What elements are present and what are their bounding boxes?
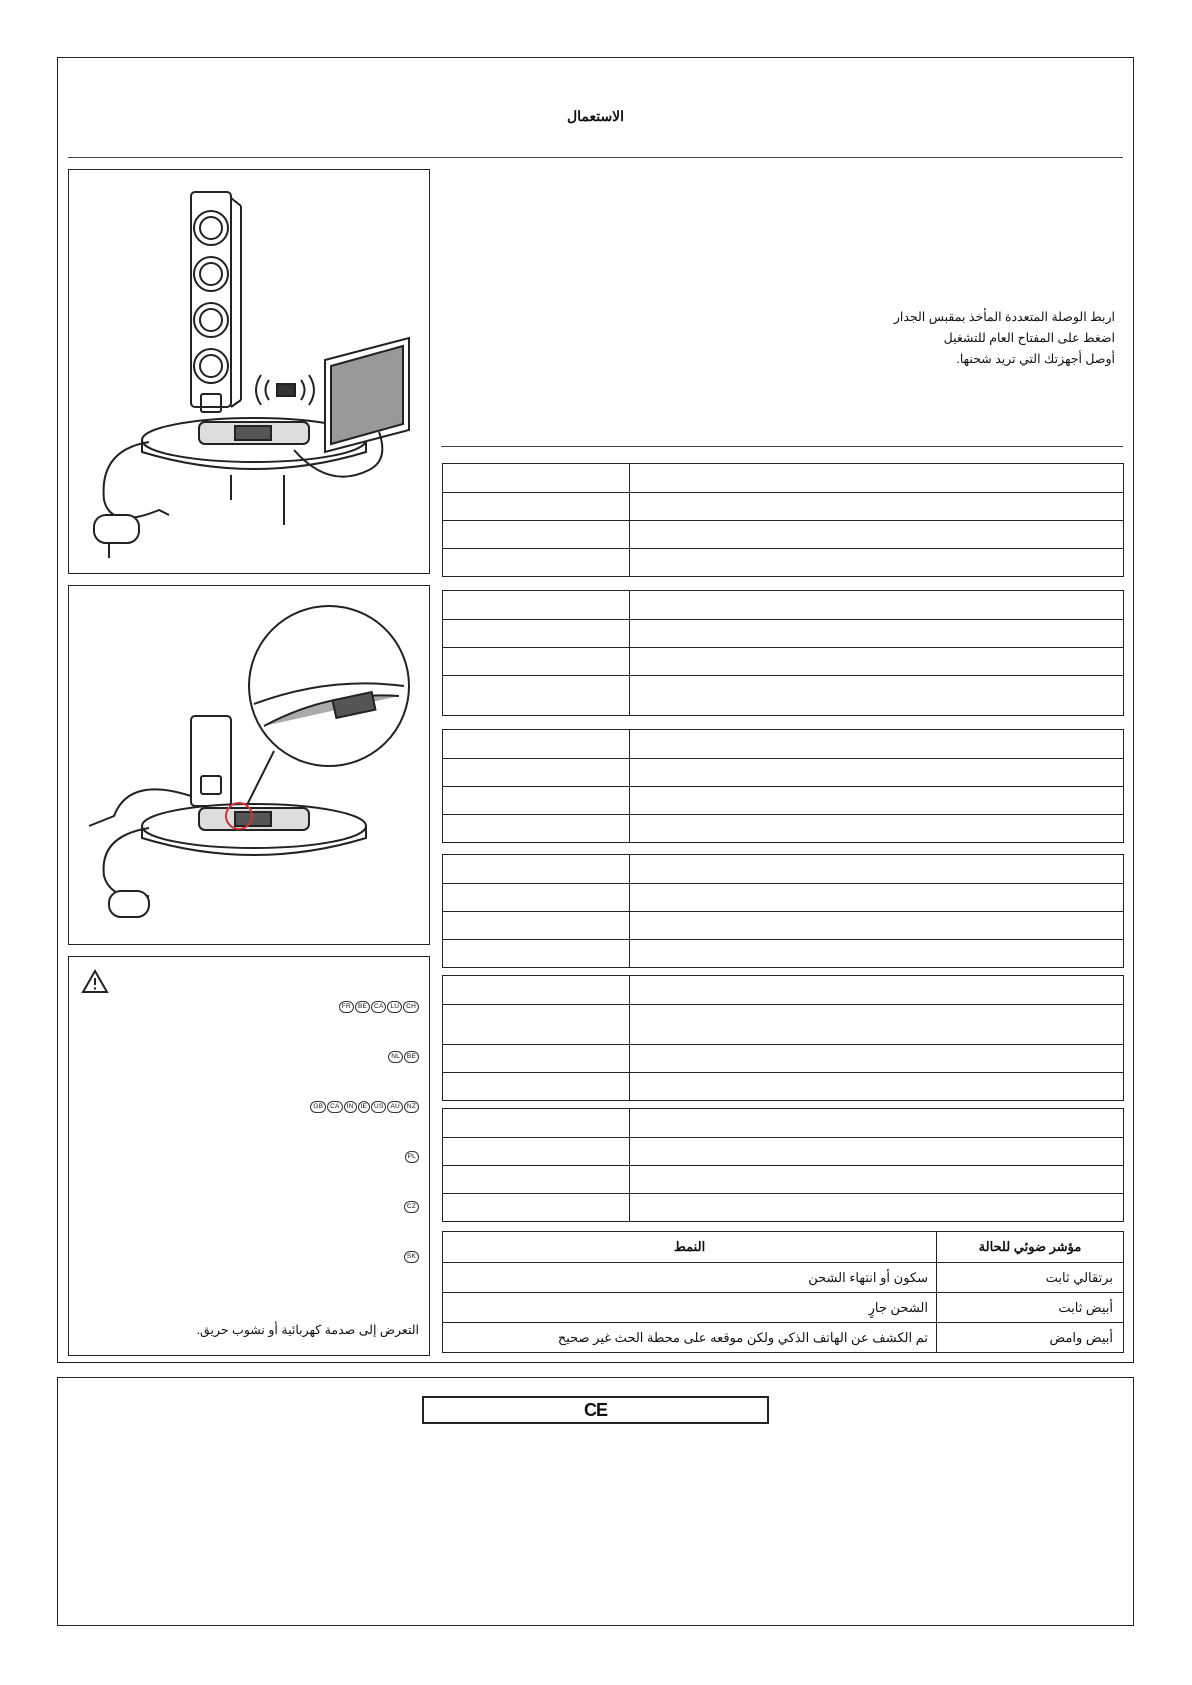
illustration-phone-placement — [68, 585, 430, 945]
country-code-badge: GB — [310, 1101, 326, 1113]
table-row — [443, 591, 1123, 619]
table-cell — [630, 1166, 1123, 1193]
table-cell — [630, 884, 1123, 911]
table-row — [443, 786, 1123, 814]
country-code-badge: NL — [388, 1051, 403, 1063]
table-cell — [443, 1005, 630, 1044]
table-cell — [630, 976, 1123, 1004]
table-row — [443, 1004, 1123, 1044]
table-row — [443, 647, 1123, 675]
table-row — [443, 1072, 1123, 1100]
table-row — [443, 911, 1123, 939]
table-row — [443, 1322, 1123, 1352]
main-frame — [57, 57, 1134, 1363]
table-cell — [630, 591, 1123, 619]
table-cell — [630, 759, 1123, 786]
warning-panel — [68, 956, 430, 1356]
instruction-line: أوصل أجهزتك التي تريد شحنها. — [956, 352, 1115, 366]
country-code-badge: CH — [403, 1001, 419, 1013]
title-divider — [68, 157, 1123, 158]
table-cell — [443, 591, 630, 619]
spec-table — [442, 463, 1124, 577]
status-cell: برتقالي ثابت — [936, 1263, 1123, 1292]
table-row — [443, 855, 1123, 883]
country-code-badge: PL — [405, 1151, 419, 1163]
status-cell: أبيض ثابت — [936, 1293, 1123, 1322]
country-code-group — [388, 1051, 419, 1063]
table-cell — [630, 493, 1123, 520]
table-row — [443, 1292, 1123, 1322]
table-cell — [443, 815, 630, 842]
table-row — [443, 883, 1123, 911]
country-code-badge: US — [371, 1101, 386, 1113]
power-strip-drawing — [69, 170, 430, 574]
mode-cell: سكون أو انتهاء الشحن — [808, 1269, 928, 1285]
country-code-badge: FR — [339, 1001, 354, 1013]
mode-header: النمط — [673, 1239, 706, 1254]
table-cell — [443, 912, 630, 939]
table-cell — [443, 549, 630, 576]
country-code-group — [405, 1151, 419, 1163]
mode-cell: تم الكشف عن الهاتف الذكي ولكن موقعه على محطة الحث غير صحيح — [557, 1329, 928, 1345]
table-cell — [443, 1194, 630, 1221]
warning-triangle-icon — [81, 969, 109, 994]
table-cell — [443, 1073, 630, 1100]
country-code-badge: CA — [371, 1001, 386, 1013]
table-cell — [443, 884, 630, 911]
table-cell — [443, 1045, 630, 1072]
spec-table — [442, 1108, 1124, 1222]
spec-table — [442, 975, 1124, 1101]
table-cell — [630, 815, 1123, 842]
instruction-line: اضغط على المفتاح العام للتشغيل — [943, 331, 1115, 345]
table-cell — [443, 1138, 630, 1165]
table-cell — [630, 787, 1123, 814]
country-code-badge: LU — [387, 1001, 402, 1013]
table-cell — [630, 1073, 1123, 1100]
table-cell — [630, 620, 1123, 647]
table-cell — [443, 1109, 630, 1137]
status-table — [442, 1231, 1124, 1353]
status-cell: أبيض وامض — [936, 1323, 1123, 1352]
table-cell — [630, 912, 1123, 939]
table-row — [443, 1109, 1123, 1137]
table-cell — [630, 1109, 1123, 1137]
table-row — [443, 619, 1123, 647]
country-code-badge: IN — [344, 1101, 357, 1113]
table-row — [443, 675, 1123, 715]
table-cell — [443, 787, 630, 814]
table-cell — [630, 1005, 1123, 1044]
table-row — [443, 520, 1123, 548]
table-cell — [443, 521, 630, 548]
table-row — [443, 548, 1123, 576]
country-code-badge: SK — [404, 1251, 419, 1263]
table-cell — [443, 620, 630, 647]
table-cell — [443, 648, 630, 675]
table-cell — [630, 730, 1123, 758]
table-cell — [630, 676, 1123, 715]
table-row — [443, 976, 1123, 1004]
table-cell — [443, 464, 630, 492]
status-table-header — [443, 1232, 1123, 1262]
table-row — [443, 492, 1123, 520]
table-cell — [443, 759, 630, 786]
table-row — [443, 1165, 1123, 1193]
table-row — [443, 814, 1123, 842]
country-code-badge: BE — [355, 1001, 370, 1013]
illustration-power-strip — [68, 169, 430, 574]
mode-cell: الشحن جارٍ — [868, 1299, 928, 1315]
table-cell — [630, 1138, 1123, 1165]
warning-text: التعرض إلى صدمة كهربائية أو نشوب حريق. — [196, 1323, 419, 1337]
table-row — [443, 1044, 1123, 1072]
table-cell — [443, 940, 630, 967]
spec-table — [442, 590, 1124, 716]
table-cell — [630, 1194, 1123, 1221]
spec-table — [442, 729, 1124, 843]
country-code-group — [310, 1101, 419, 1113]
table-cell — [630, 464, 1123, 492]
table-row — [443, 758, 1123, 786]
status-header: مؤشر ضوئي للحالة — [936, 1232, 1123, 1262]
table-cell — [443, 493, 630, 520]
table-cell — [630, 648, 1123, 675]
table-cell — [443, 676, 630, 715]
table-cell — [630, 855, 1123, 883]
section-divider — [441, 446, 1123, 447]
table-row — [443, 1137, 1123, 1165]
table-row — [443, 464, 1123, 492]
table-row — [443, 939, 1123, 967]
table-cell — [630, 549, 1123, 576]
country-code-badge: IE — [358, 1101, 371, 1113]
ce-mark: CE — [422, 1396, 769, 1424]
table-cell — [630, 940, 1123, 967]
country-code-group — [404, 1251, 419, 1263]
table-cell — [443, 1166, 630, 1193]
table-cell — [443, 976, 630, 1004]
country-code-group — [339, 1001, 419, 1013]
usage-instructions — [555, 307, 1115, 370]
phone-placement-drawing — [69, 586, 430, 945]
table-cell — [630, 1045, 1123, 1072]
table-cell — [443, 855, 630, 883]
country-code-group — [404, 1201, 419, 1213]
table-row — [443, 1262, 1123, 1292]
table-row — [443, 730, 1123, 758]
instruction-line: اربط الوصلة المتعددة المأخذ بمقبس الجدار — [893, 310, 1115, 324]
bottom-frame — [57, 1377, 1134, 1626]
country-code-badge: CZ — [404, 1201, 419, 1213]
country-code-badge: BE — [404, 1051, 419, 1063]
table-row — [443, 1193, 1123, 1221]
country-code-badge: AU — [387, 1101, 402, 1113]
table-cell — [630, 521, 1123, 548]
country-code-badge: CA — [327, 1101, 342, 1113]
page-title: الاستعمال — [566, 108, 625, 124]
spec-table — [442, 854, 1124, 968]
table-cell — [443, 730, 630, 758]
country-code-badge: NZ — [404, 1101, 419, 1113]
